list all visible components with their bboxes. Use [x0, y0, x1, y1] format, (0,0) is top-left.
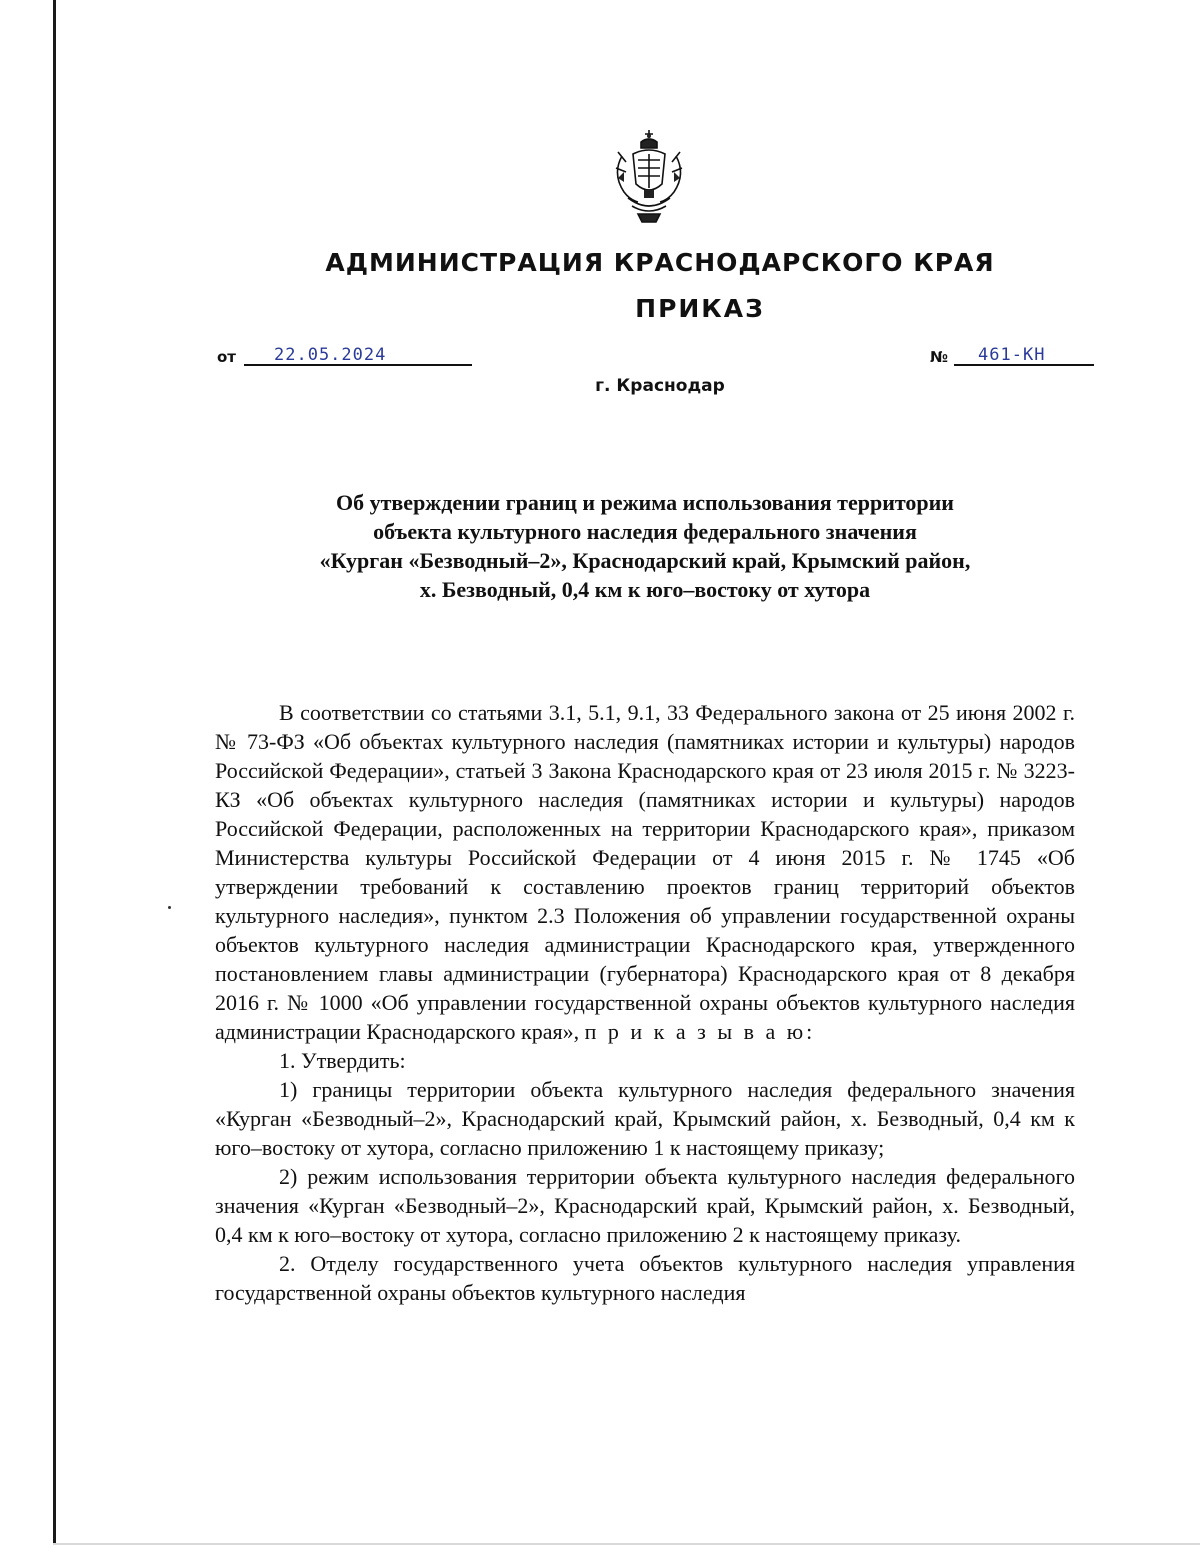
number-prefix: №	[930, 348, 949, 366]
item-1: 1. Утвердить:	[279, 1048, 406, 1073]
coat-of-arms-icon	[608, 128, 690, 224]
scan-edge-bottom	[53, 1543, 1200, 1545]
title-line: «Курган «Безводный–2», Краснодарский край, Крымский район,	[319, 548, 971, 573]
document-title	[215, 488, 1075, 604]
city: г. Краснодар	[595, 376, 725, 396]
date-field	[217, 346, 472, 366]
date-value: 22.05.2024	[244, 346, 472, 366]
date-prefix: от	[217, 348, 236, 366]
title-line: Об утверждении границ и режима использования территории	[336, 490, 954, 515]
document-type: ПРИКАЗ	[635, 294, 765, 323]
scan-speck	[168, 906, 171, 909]
title-line: х. Безводный, 0,4 км к юго–востоку от хутора	[419, 577, 871, 602]
document-body	[215, 698, 1075, 1307]
preamble-text: В соответствии со статьями 3.1, 5.1, 9.1, 33 Федерального закона от 25 июня 2002 г. № 73-ФЗ «Об объектах культурного наследия (памятниках истории и культуры) народов Российской Федерации», статьей 3 Закона Краснодарского края от 23 июля 2015 г. № 3223-КЗ «Об объектах культурного наследия (памятниках истории и культуры) народов Российской Федерации, расположенных на территории Краснодарского края», приказом Министерства культуры Российской Федерации от 4 июня 2015 г. № 1745 «Об утверждении требований к составлению проектов границ территорий объектов культурного наследия», пунктом 2.3 Положения об управлении государственной охраны объектов культурного наследия администрации Краснодарского края, утвержденного постановлением главы администрации (губернатора) Краснодарского края от 8 декабря 2016 г. № 1000 «Об управлении государственной охраны объектов культурного наследия администрации Краснодарского края»,	[215, 700, 1075, 1044]
title-line: объекта культурного наследия федерального значения	[373, 519, 917, 544]
preamble-paragraph	[215, 698, 1075, 1046]
item-1-1: 1) границы территории объекта культурного наследия федерального значения «Курган «Безводный–2», Краснодарский край, Крымский район, х. Безводный, 0,4 км к юго–востоку от хутора, согласно приложению 1 к настоящему приказу;	[215, 1077, 1075, 1160]
organization-name: АДМИНИСТРАЦИЯ КРАСНОДАРСКОГО КРАЯ	[325, 248, 995, 277]
item-2: 2. Отделу государственного учета объектов культурного наследия управления государственной охраны объектов культурного наследия	[215, 1251, 1075, 1305]
order-word: п р и к а з ы в а ю:	[584, 1019, 816, 1044]
number-value: 461-КН	[954, 346, 1094, 366]
document-header	[0, 248, 1200, 340]
item-1-2: 2) режим использования территории объекта культурного наследия федерального значения «Курган «Безводный–2», Краснодарский край, Крымский район, х. Безводный, 0,4 км к юго–востоку от хутора, согласно приложению 2 к настоящему приказу.	[215, 1164, 1075, 1247]
scan-edge	[53, 0, 56, 1545]
number-field	[930, 346, 1094, 366]
